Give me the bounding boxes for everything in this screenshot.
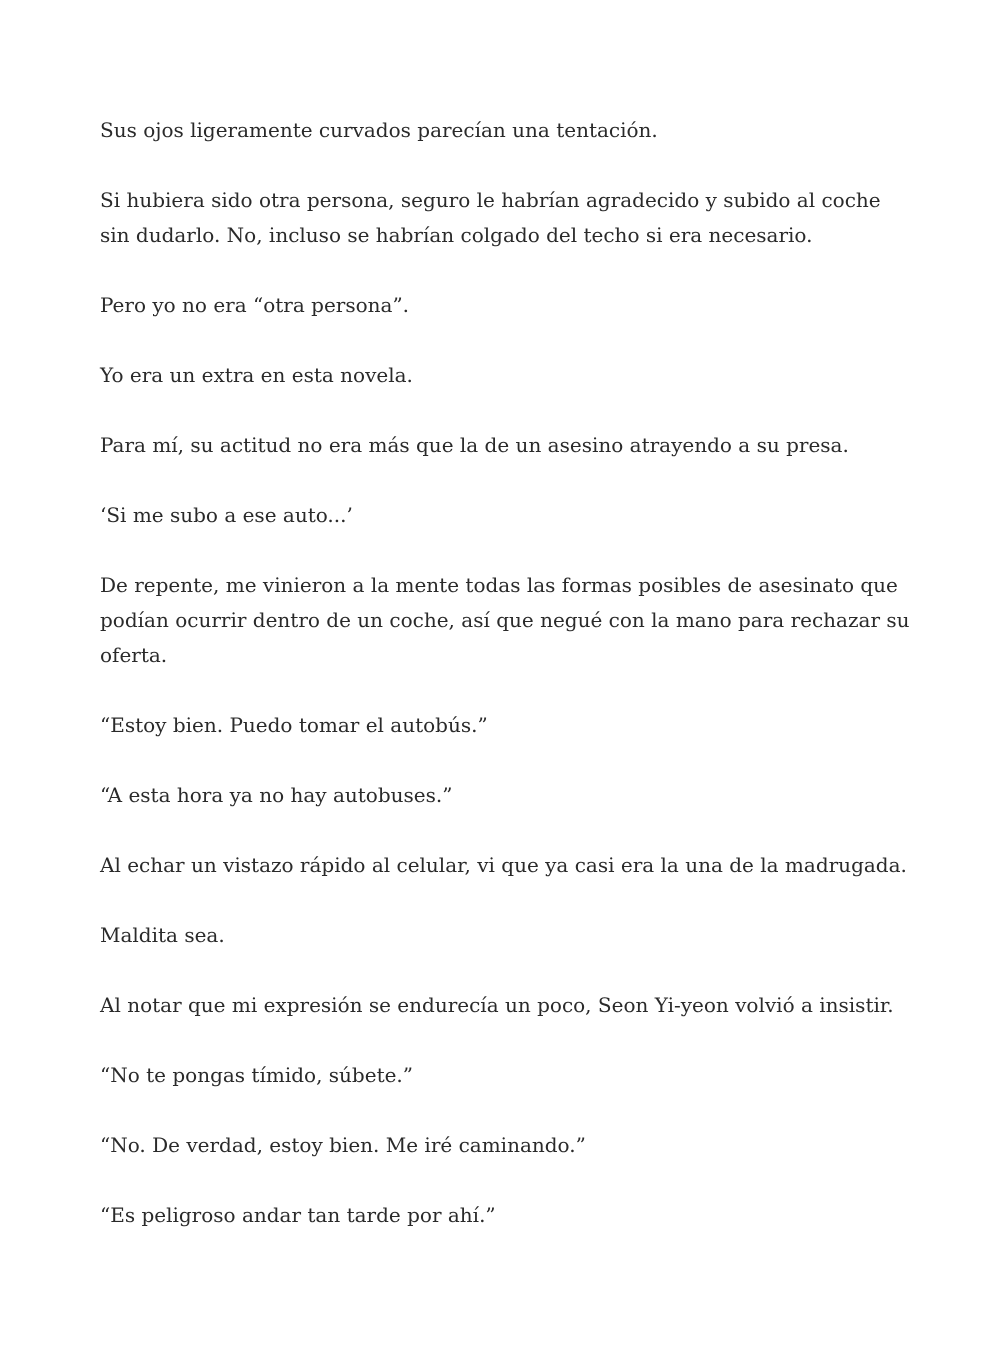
- paragraph: Sus ojos ligeramente curvados parecían una tentación.: [100, 118, 658, 142]
- paragraph: “A esta hora ya no hay autobuses.”: [100, 783, 453, 807]
- paragraph: Maldita sea.: [100, 923, 225, 947]
- paragraph: “No. De verdad, estoy bien. Me iré caminando.”: [100, 1133, 586, 1157]
- paragraph: “Es peligroso andar tan tarde por ahí.”: [100, 1203, 496, 1227]
- paragraph: Al echar un vistazo rápido al celular, vi que ya casi era la una de la madrugada.: [100, 853, 907, 877]
- paragraph: ‘Si me subo a ese auto...’: [100, 503, 353, 527]
- document-body: [100, 113, 910, 1268]
- paragraph: “Estoy bien. Puedo tomar el autobús.”: [100, 713, 488, 737]
- paragraph: Si hubiera sido otra persona, seguro le habrían agradecido y subido al coche sin dudarlo. No, incluso se habrían colgado del techo si era necesario.: [100, 188, 881, 247]
- paragraph: Para mí, su actitud no era más que la de un asesino atrayendo a su presa.: [100, 433, 849, 457]
- paragraph: Yo era un extra en esta novela.: [100, 363, 413, 387]
- paragraph: Pero yo no era “otra persona”.: [100, 293, 410, 317]
- paragraph: De repente, me vinieron a la mente todas las formas posibles de asesinato que podían ocurrir dentro de un coche, así que negué con la mano para rechazar su oferta.: [100, 573, 910, 667]
- paragraph: “No te pongas tímido, súbete.”: [100, 1063, 414, 1087]
- paragraph: Al notar que mi expresión se endurecía un poco, Seon Yi-yeon volvió a insistir.: [100, 993, 894, 1017]
